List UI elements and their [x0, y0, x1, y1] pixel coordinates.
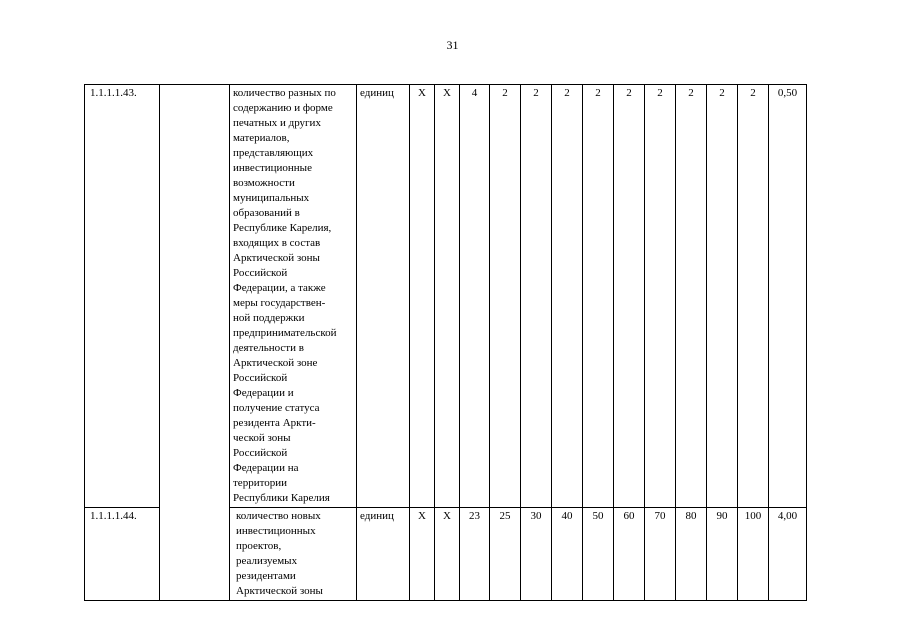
value-cell: 50: [583, 508, 614, 601]
value-cell: 2: [614, 85, 645, 508]
value-cell: X: [435, 508, 460, 601]
value-cell: 23: [460, 508, 490, 601]
value-cell: X: [410, 508, 435, 601]
value-cell: 90: [707, 508, 738, 601]
unit-cell: единиц: [357, 508, 410, 601]
indicator-code: 1.1.1.1.44.: [85, 508, 160, 601]
page-number: 31: [446, 38, 459, 52]
value-cell: 40: [552, 508, 583, 601]
value-cell: 100: [738, 508, 769, 601]
value-cell: 2: [738, 85, 769, 508]
value-cell: 60: [614, 508, 645, 601]
table-row: [85, 85, 807, 508]
value-cell: 25: [490, 508, 521, 601]
indicator-description: количество разных по содержанию и форме печатных и других материалов, представляющих инвестиционные возможности муниципальных образований в Республике Карелия, входящих в состав Арктической зоны Российской Федерации, а также меры государствен- ной поддержки предпринимательской деятельности в Арктической зоне Российской Федерации и получение статуса резидента Аркти- ческой зоны Российской Федерации на территории Республики Карелия: [230, 85, 357, 508]
value-cell: 2: [645, 85, 676, 508]
value-cell: 2: [676, 85, 707, 508]
value-cell: 4,00: [769, 508, 807, 601]
value-cell: 80: [676, 508, 707, 601]
empty-cell: [160, 85, 230, 601]
indicator-description: количество новых инвестиционных проектов, реализуемых резидентами Арктической зоны: [230, 508, 357, 601]
value-cell: 30: [521, 508, 552, 601]
value-cell: X: [435, 85, 460, 508]
value-cell: 70: [645, 508, 676, 601]
value-cell: 4: [460, 85, 490, 508]
value-cell: 2: [552, 85, 583, 508]
value-cell: 2: [521, 85, 552, 508]
value-cell: 2: [707, 85, 738, 508]
value-cell: 2: [583, 85, 614, 508]
indicators-table: [84, 84, 807, 601]
indicator-code: 1.1.1.1.43.: [85, 85, 160, 508]
unit-cell: единиц: [357, 85, 410, 508]
value-cell: X: [410, 85, 435, 508]
value-cell: 2: [490, 85, 521, 508]
value-cell: 0,50: [769, 85, 807, 508]
